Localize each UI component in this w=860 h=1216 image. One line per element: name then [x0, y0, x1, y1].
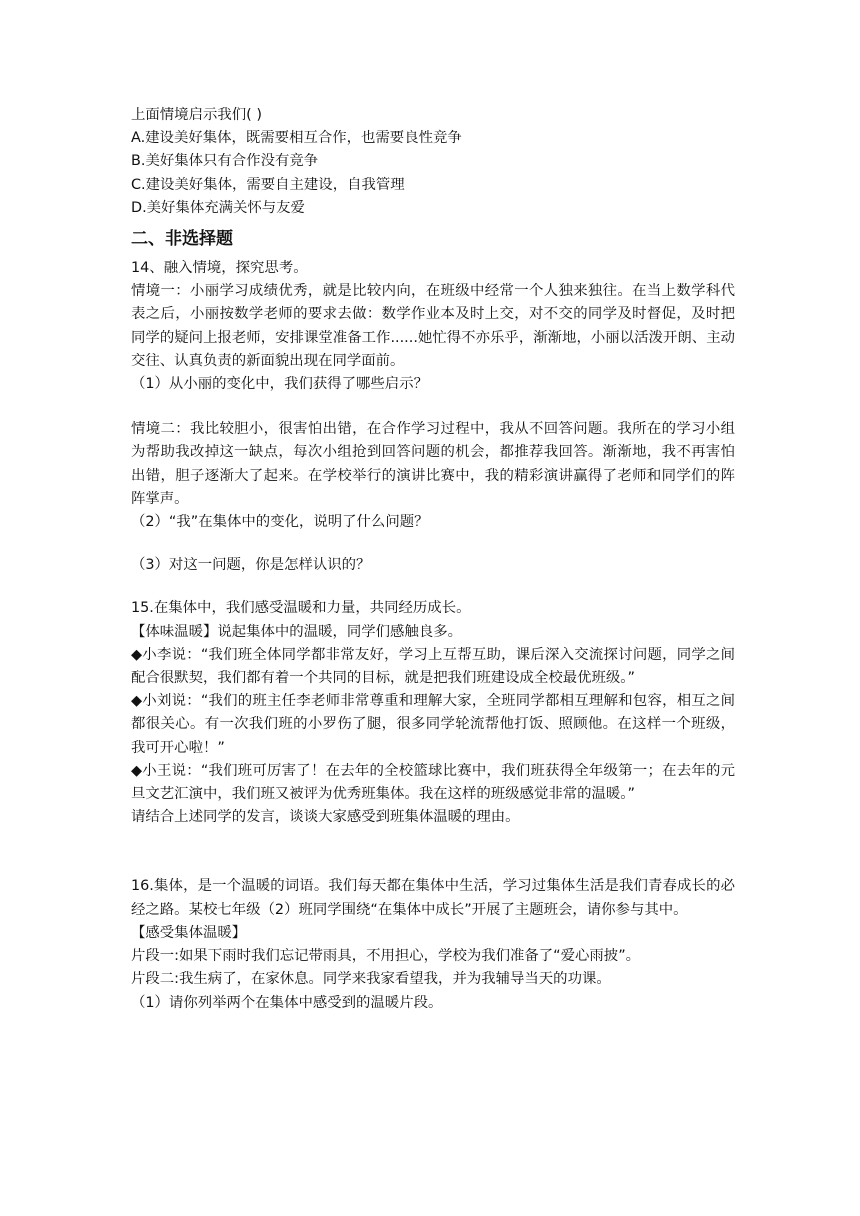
- q14-sub2: （2）“我”在集体中的变化，说明了什么问题？: [131, 514, 429, 531]
- q14-scene1: 情境一：小丽学习成绩优秀，就是比较内向，在班级中经常一个人独来独往。在当上数学科代表之后，小丽按数学老师的要求去做：数学作业本及时上交，对不交的同学及时督促，及时把同学的疑问上报老师，安排课堂准备工作......她忙得不亦乐乎，渐渐地，小丽以活泼开朗、主动交往、认真负责的新面貌出现在同学面前。: [131, 283, 735, 369]
- q15-title: 15.在集体中，我们感受温暖和力量，共同经历成长。: [131, 600, 471, 617]
- q16-heading: 【感受集体温暖】: [131, 924, 247, 941]
- q15-statement-li: ◆小李说：“我们班全体同学都非常友好，学习上互帮互助，课后深入交流探讨问题，同学之间配合很默契，我们都有着一个共同的目标，就是把我们班建设成全校最优班级。”: [131, 646, 735, 687]
- q14-title: 14、融入情境，探究思考。: [131, 260, 308, 277]
- q15-statement-wang: ◆小王说：“我们班可厉害了！在去年的全校篮球比赛中，我们班获得全年级第一；在去年的元旦文艺汇演中，我们班又被评为优秀班集体。我在这样的班级感觉非常的温暖。”: [131, 762, 735, 803]
- q13-stem: 上面情境启示我们( ): [131, 107, 262, 123]
- answer-space: [131, 396, 735, 418]
- q13-option-a: A.建设美好集体，既需要相互合作，也需要良性竞争: [131, 130, 462, 147]
- answer-space: [131, 534, 735, 554]
- q14-scene2: 情境二：我比较胆小，很害怕出错，在合作学习过程中，我从不回答问题。我所在的学习小组为帮助我改掉这一缺点，每次小组抢到回答问题的机会，都推荐我回答。渐渐地，我不再害怕出错，胆子逐渐大了起来。在学校举行的演讲比赛中，我的精彩演讲赢得了老师和同学们的阵阵掌声。: [131, 421, 735, 507]
- document-page: [131, 104, 735, 1015]
- q16-segment-1: 片段一:如果下雨时我们忘记带雨具，不用担心，学校为我们准备了“爱心雨披”。: [131, 948, 641, 965]
- q16-sub1: （1）请你列举两个在集体中感受到的温暖片段。: [131, 994, 443, 1011]
- q13-option-b: B.美好集体只有合作没有竞争: [131, 153, 319, 170]
- answer-space: [131, 829, 735, 875]
- section-title-nonchoice: 二、非选择题: [131, 229, 233, 250]
- q15-intro: 【体味温暖】说起集体中的温暖，同学们感触良多。: [131, 623, 462, 640]
- answer-space: [131, 577, 735, 597]
- q13-option-c: C.建设美好集体，需要自主建设，自我管理: [131, 176, 405, 193]
- q13-option-d: D.美好集体充满关怀与友爱: [131, 199, 305, 216]
- q16-segment-2: 片段二:我生病了，在家休息。同学来我家看望我，并为我辅导当天的功课。: [131, 971, 611, 988]
- q14-sub1: （1）从小丽的变化中，我们获得了哪些启示？: [131, 376, 428, 393]
- q14-sub3: （3）对这一问题，你是怎样认识的？: [131, 557, 371, 574]
- q15-question: 请结合上述同学的发言，谈谈大家感受到班集体温暖的理由。: [131, 809, 520, 826]
- q15-statement-liu: ◆小刘说：“我们的班主任李老师非常尊重和理解大家，全班同学都相互理解和包容，相互之间都很关心。有一次我们班的小罗伤了腿，很多同学轮流帮他打饭、照顾他。在这样一个班级，我可开心啦！”: [131, 693, 735, 756]
- q16-intro: 16.集体，是一个温暖的词语。我们每天都在集体中生活，学习过集体生活是我们青春成长的必经之路。某校七年级（2）班同学围绕“在集体中成长”开展了主题班会，请你参与其中。: [131, 878, 735, 918]
